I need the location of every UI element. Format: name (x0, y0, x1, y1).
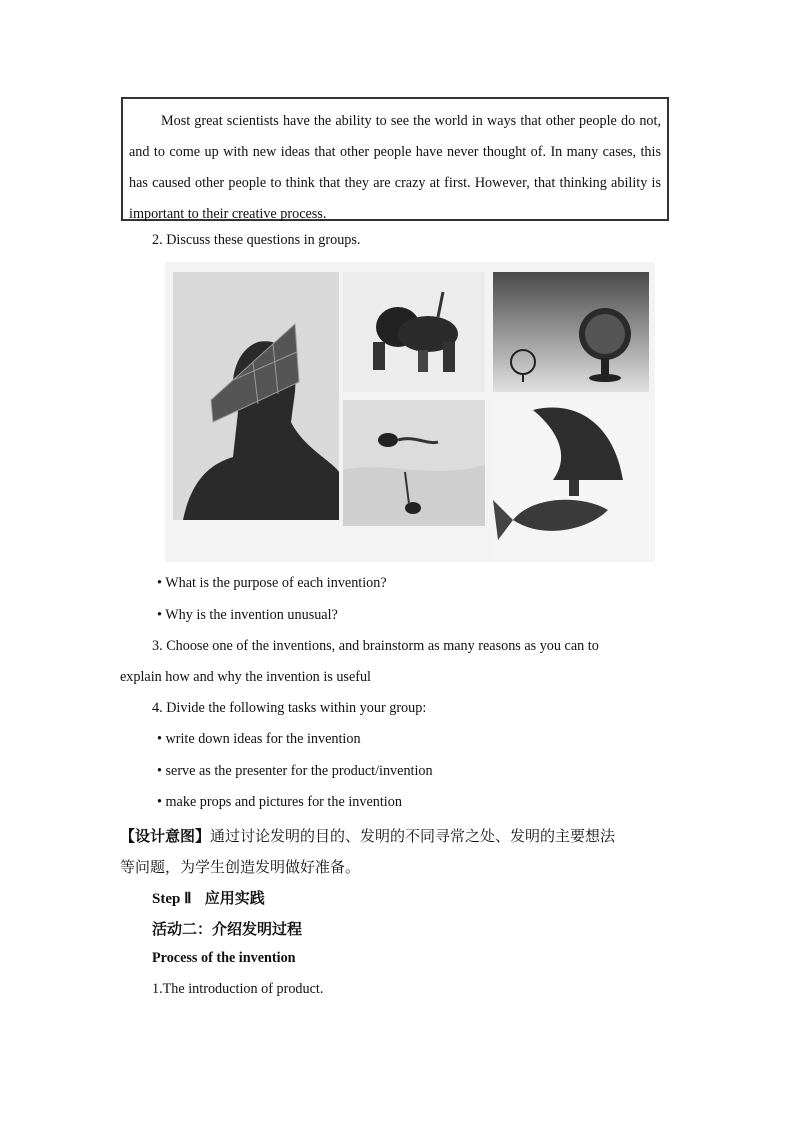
solar-hat-photo (173, 272, 339, 520)
process-heading: Process of the invention (152, 950, 296, 966)
bullet-unusual: • Why is the invention unusual? (157, 607, 338, 623)
fans-photo (493, 272, 649, 392)
question-3-line2: explain how and why the invention is useful (120, 669, 371, 685)
item-1: 1.The introduction of product. (152, 981, 324, 997)
design-intent-text1: 通过讨论发明的目的、发明的不同寻常之处、发明的主要想法 (210, 827, 616, 845)
question-3-line1: 3. Choose one of the inventions, and brainstorm as many reasons as you can to (152, 638, 599, 654)
water-toy-photo (343, 400, 485, 526)
activity-2-heading: 活动二：介绍发明过程 (152, 920, 303, 938)
question-4: 4. Divide the following tasks within your group: (152, 700, 427, 716)
task-presenter: • serve as the presenter for the product/invention (157, 763, 433, 779)
robot-dog-photo (343, 272, 485, 392)
question-2: 2. Discuss these questions in groups. (152, 232, 361, 248)
task-write-ideas: • write down ideas for the invention (157, 731, 361, 747)
design-intent-line2: 等问题，为学生创造发明做好准备。 (120, 858, 361, 876)
step-2-title: 应用实践 (204, 889, 265, 907)
shark-fin-fish-photo (493, 400, 653, 560)
intro-paragraph: Most great scientists have the ability to see the world in ways that other people do not, and to come up with new ideas that other people have never thought of. In many cases, this has caused other people to think that they are crazy at first. However, that thinking ability is important to their creative process. (129, 113, 661, 222)
design-intent-line1 (120, 825, 615, 846)
task-props: • make props and pictures for the invention (157, 794, 402, 810)
bullet-purpose: • What is the purpose of each invention? (157, 575, 387, 591)
design-intent-label: 【设计意图】 (120, 827, 211, 845)
intro-text-box (121, 97, 669, 221)
step-2-heading (152, 887, 265, 908)
invention-photo-collage (165, 262, 655, 562)
step-2-label: Step Ⅱ (152, 891, 192, 907)
